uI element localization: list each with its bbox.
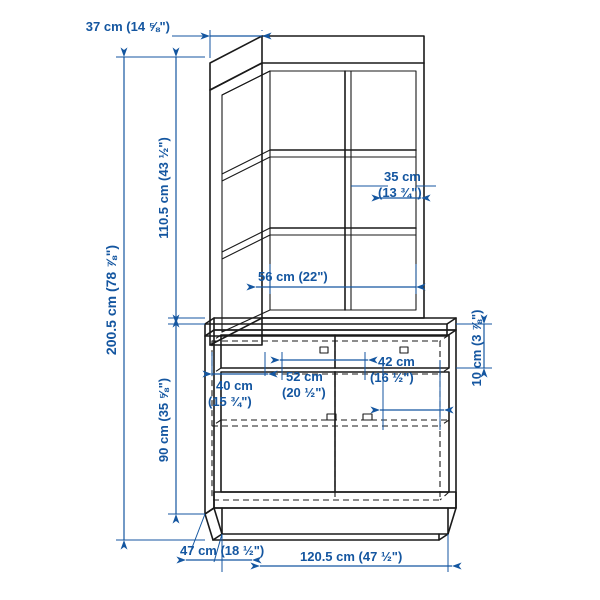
- dimension-label-90cm: 90 cm (35 ⅝"): [156, 377, 171, 463]
- dimension-drawer-inner-width: [280, 352, 368, 400]
- lower-cabinet: [205, 318, 456, 540]
- dimension-label-42cm: 42 cm (16 ½"): [370, 354, 415, 385]
- dimension-label-upper-unit-height: 110.5 cm (43 ½"): [156, 137, 171, 239]
- dimension-upper-inner-width: [256, 264, 416, 294]
- dimension-label-35cm: 35 cm (13 ¾"): [378, 169, 422, 200]
- dimension-label-depth-top: 37 cm (14 ⅝"): [85, 19, 170, 34]
- dimension-label-40cm: 40 cm (15 ¾"): [208, 378, 253, 409]
- dimension-label-47cm: 47 cm (18 ½"): [180, 543, 265, 558]
- dimension-label-120cm: 120.5 cm (47 ½"): [300, 549, 403, 564]
- dimension-drawer-front-height: [456, 310, 492, 387]
- dimension-cabinet-height: [156, 324, 205, 514]
- dimension-label-total-height: 200.5 cm (78 ⅞"): [103, 244, 119, 356]
- dimension-cabinet-inner-height: [370, 354, 444, 430]
- dimension-total-height: [103, 57, 205, 540]
- dimension-label-10cm: 10 cm (3 ⅞"): [469, 309, 484, 387]
- dimension-label-56cm: 56 cm (22"): [258, 269, 328, 284]
- dimension-cabinet-inner-depth: [208, 352, 268, 409]
- dimension-label-52cm: 52 cm (20 ½"): [282, 369, 326, 400]
- dimension-depth-top: [86, 19, 262, 58]
- dimension-upper-unit-height: [156, 57, 205, 318]
